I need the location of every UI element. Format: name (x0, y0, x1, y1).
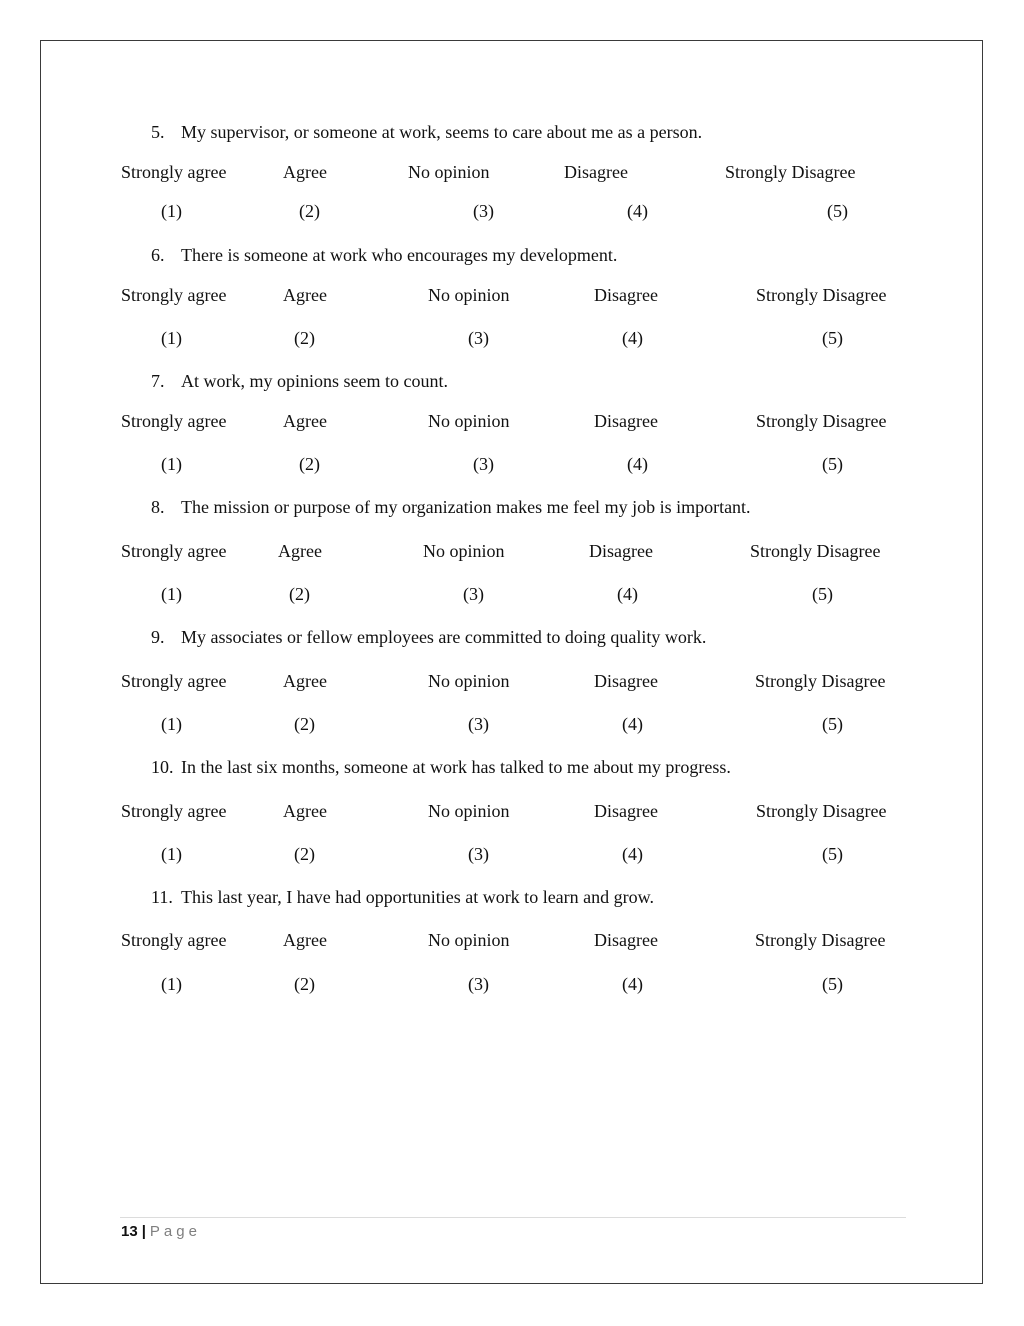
option-label-strongly-disagree: Strongly Disagree (755, 671, 886, 691)
option-label-no-opinion: No opinion (428, 285, 510, 305)
option-code-4: (4) (627, 454, 648, 474)
page-label: Page (149, 1223, 201, 1240)
option-label-no-opinion: No opinion (408, 162, 490, 182)
question-text: At work, my opinions seem to count. (181, 371, 448, 391)
option-code-5: (5) (822, 844, 843, 864)
option-code-3: (3) (473, 454, 494, 474)
option-code-5: (5) (822, 714, 843, 734)
option-code-5: (5) (812, 584, 833, 604)
option-code-4: (4) (622, 974, 643, 994)
option-code-3: (3) (473, 201, 494, 221)
option-label-strongly-disagree: Strongly Disagree (725, 162, 856, 182)
option-code-1: (1) (161, 328, 182, 348)
option-label-no-opinion: No opinion (428, 671, 510, 691)
option-code-1: (1) (161, 844, 182, 864)
option-code-4: (4) (622, 328, 643, 348)
question-number: 10. (151, 757, 174, 777)
question-number: 6. (151, 245, 165, 265)
option-code-3: (3) (468, 974, 489, 994)
option-label-no-opinion: No opinion (428, 801, 510, 821)
option-label-disagree: Disagree (594, 411, 658, 431)
option-code-5: (5) (827, 201, 848, 221)
option-code-5: (5) (822, 454, 843, 474)
option-label-disagree: Disagree (564, 162, 628, 182)
option-code-3: (3) (468, 844, 489, 864)
option-code-2: (2) (294, 328, 315, 348)
question-number: 5. (151, 122, 165, 142)
question-text: In the last six months, someone at work has talked to me about my progress. (181, 757, 731, 777)
option-code-4: (4) (622, 844, 643, 864)
option-label-disagree: Disagree (594, 801, 658, 821)
page-number: 13 (121, 1223, 138, 1240)
option-label-strongly-disagree: Strongly Disagree (756, 411, 887, 431)
option-code-3: (3) (463, 584, 484, 604)
option-label-agree: Agree (283, 801, 327, 821)
option-code-4: (4) (622, 714, 643, 734)
option-label-disagree: Disagree (594, 671, 658, 691)
option-label-disagree: Disagree (594, 930, 658, 950)
question-number: 8. (151, 497, 165, 517)
option-code-4: (4) (617, 584, 638, 604)
question-5 (151, 122, 702, 142)
option-label-strongly-disagree: Strongly Disagree (756, 285, 887, 305)
option-label-strongly-disagree: Strongly Disagree (755, 930, 886, 950)
question-11 (151, 887, 654, 907)
option-code-5: (5) (822, 328, 843, 348)
question-7 (151, 371, 448, 391)
question-10 (151, 757, 731, 777)
option-code-2: (2) (299, 454, 320, 474)
option-label-agree: Agree (283, 930, 327, 950)
option-label-no-opinion: No opinion (423, 541, 505, 561)
option-code-4: (4) (627, 201, 648, 221)
option-label-no-opinion: No opinion (428, 411, 510, 431)
option-label-strongly-agree: Strongly agree (121, 162, 227, 182)
option-label-agree: Agree (283, 285, 327, 305)
question-8 (151, 497, 751, 517)
question-number: 11. (151, 887, 173, 907)
page-footer (121, 1223, 201, 1241)
option-code-2: (2) (294, 974, 315, 994)
question-6 (151, 245, 617, 265)
question-number: 9. (151, 627, 165, 647)
option-label-strongly-agree: Strongly agree (121, 411, 227, 431)
option-label-agree: Agree (278, 541, 322, 561)
option-label-strongly-agree: Strongly agree (121, 671, 227, 691)
option-code-5: (5) (822, 974, 843, 994)
option-label-strongly-disagree: Strongly Disagree (750, 541, 881, 561)
option-label-strongly-disagree: Strongly Disagree (756, 801, 887, 821)
question-9 (151, 627, 706, 647)
footer-separator: | (141, 1223, 146, 1240)
option-label-agree: Agree (283, 411, 327, 431)
option-label-agree: Agree (283, 162, 327, 182)
question-text: The mission or purpose of my organization makes me feel my job is important. (181, 497, 751, 517)
option-label-no-opinion: No opinion (428, 930, 510, 950)
option-code-2: (2) (299, 201, 320, 221)
option-code-1: (1) (161, 714, 182, 734)
option-code-1: (1) (161, 454, 182, 474)
footer-divider (120, 1217, 906, 1218)
question-text: My associates or fellow employees are committed to doing quality work. (181, 627, 707, 647)
page-border (40, 40, 983, 1284)
option-label-disagree: Disagree (594, 285, 658, 305)
question-text: There is someone at work who encourages my development. (181, 245, 618, 265)
option-label-strongly-agree: Strongly agree (121, 541, 227, 561)
option-label-disagree: Disagree (589, 541, 653, 561)
option-label-agree: Agree (283, 671, 327, 691)
option-code-1: (1) (161, 974, 182, 994)
question-text: My supervisor, or someone at work, seems to care about me as a person. (181, 122, 703, 142)
option-label-strongly-agree: Strongly agree (121, 801, 227, 821)
option-code-1: (1) (161, 201, 182, 221)
option-code-2: (2) (294, 714, 315, 734)
option-code-3: (3) (468, 714, 489, 734)
option-code-2: (2) (294, 844, 315, 864)
option-code-2: (2) (289, 584, 310, 604)
option-label-strongly-agree: Strongly agree (121, 930, 227, 950)
option-code-1: (1) (161, 584, 182, 604)
question-number: 7. (151, 371, 165, 391)
option-label-strongly-agree: Strongly agree (121, 285, 227, 305)
option-code-3: (3) (468, 328, 489, 348)
question-text: This last year, I have had opportunities at work to learn and grow. (181, 887, 654, 907)
